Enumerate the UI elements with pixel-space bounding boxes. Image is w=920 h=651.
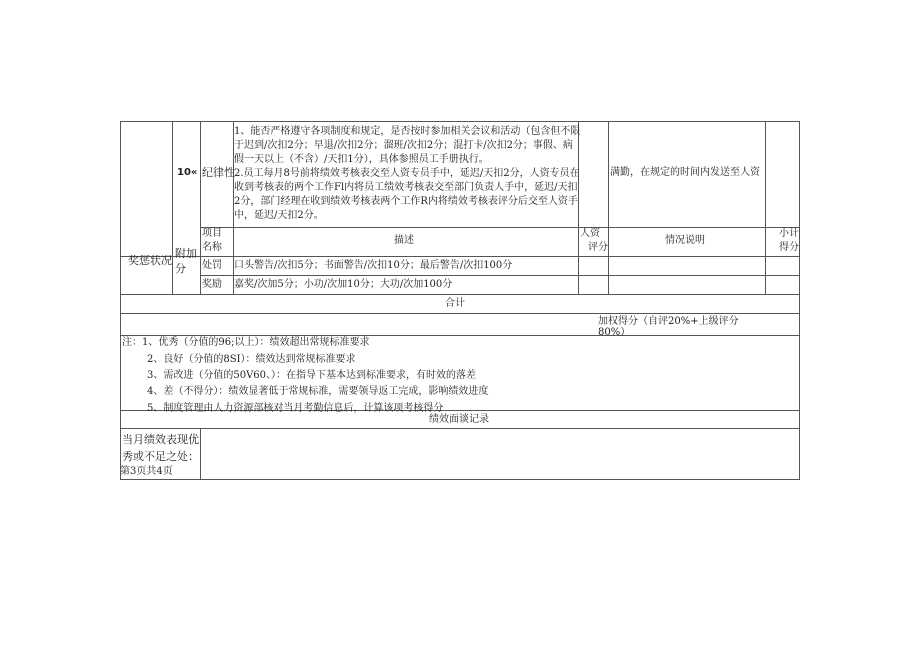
note-line-1: 注：1、优秀（分值的96;以上）：绩效超出常规标准要求	[122, 337, 370, 348]
note-line-3: 3、需改进（分值的50V60、）：在指导下基本达到标准要求，有时效的落差	[147, 370, 477, 381]
reward-description: 嘉奖/次加5分；小功/次加10分；大功/次加100分	[234, 279, 453, 290]
head-hr-line-1: 人资	[580, 228, 600, 239]
reward-section-label: 奖惩状况	[128, 254, 172, 267]
interview-prompt-line-1: 当月绩效表现优	[122, 433, 199, 446]
head-hr-line-2: 评分	[588, 242, 608, 253]
bonus-label-line-1: 附加	[175, 247, 197, 260]
interview-prompt-line-2: 秀或不足之处：	[122, 450, 199, 463]
head-subtotal-line-1: 小计	[779, 228, 799, 239]
rule-line-1: 1、能否严格遵守各项制度和规定，是否按时参加相关会议和活动（包含但不限	[234, 126, 581, 137]
penalty-description: 口头警告/次扣5分；书面警告/次扣10分；最后警告/次扣100分	[234, 260, 513, 271]
interview-title: 绩效面谈记录	[429, 414, 489, 425]
rule-line-6: 2分，部门经理在收到绩效考核表两个工作R内将绩效考核表评分后交至人资手	[234, 196, 578, 207]
weight-value: 10«	[177, 167, 198, 178]
note-line-5: 5、制度管理由人力资源部核对当月考勤信息后，计算该项考核得分	[147, 403, 444, 414]
note-line-4: 4、差（不得分）：绩效显著低于常规标准，需要领导返工完成，影响绩效进度	[147, 386, 489, 397]
total-label: 合计	[445, 298, 465, 309]
category-label: 纪律性	[202, 166, 235, 179]
head-subtotal-line-2: 得分	[779, 242, 799, 253]
weighted-score-line-2: 80%）	[598, 327, 631, 338]
bonus-label-line-2: 分	[175, 262, 186, 275]
note-line-2: 2、良好（分值的8SI）：绩效达到常规标准要求	[147, 354, 356, 365]
rule-line-5: 收到考核表的两个工作Fl内将员工绩效考核表交至部门负责人手中，延迟/天扣	[234, 182, 578, 193]
weighted-score-line-1: 加权得分（自评20%+上级评分	[598, 316, 739, 327]
penalty-name: 处罚	[202, 260, 222, 271]
head-situation: 情况说明	[665, 235, 705, 246]
rule-line-3: 假一天以上（不含）/天扣1分），具体参照员工手册执行。	[234, 154, 489, 165]
page-footer: 第3页共4页	[120, 466, 173, 477]
rule-line-4: 2.员工每月8号前将绩效考核表交至人资专员手中，延迟/天扣2分，人资专员在	[234, 168, 580, 179]
discipline-note: 满勤，在规定的时间内发送至人资	[610, 167, 760, 178]
reward-name: 奖励	[202, 279, 222, 290]
rule-line-2: 于迟到/次扣2分；早退/次扣2分；溜班/次扣2分；混打卡/次扣2分；事假、病	[234, 140, 573, 151]
head-item-line-1: 项目	[202, 228, 222, 239]
rule-line-7: 中，延迟/天扣2分。	[234, 210, 324, 221]
head-description: 描述	[394, 235, 414, 246]
head-item-line-2: 名称	[202, 242, 222, 253]
